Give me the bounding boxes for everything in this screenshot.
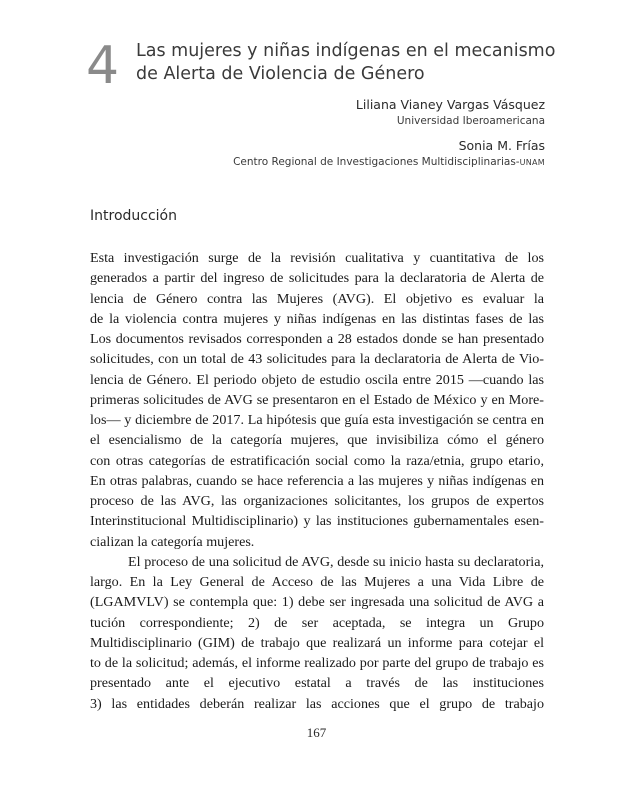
body-line: lencia de Género contra las Mujeres (AVG). El objetivo es evaluar la bbox=[90, 290, 544, 307]
body-line: Esta investigación surge de la revisión cualitativa y cuantitativa de los bbox=[90, 250, 544, 266]
body-line: to de la solicitud; además, el informe realizado por parte del grupo de trabajo es bbox=[90, 655, 544, 671]
body-line: con otras categorías de estratificación social como la raza/etnia, grupo etario, bbox=[90, 452, 544, 469]
chapter-title bbox=[136, 40, 556, 86]
body-line: presentado ante el ejecutivo estatal a través de las instituciones bbox=[90, 675, 544, 692]
body-line: solicitudes, con un total de 43 solicitudes para la declaratoria de Alerta de Vio- bbox=[90, 351, 544, 368]
author-name: Sonia M. Frías bbox=[458, 138, 545, 153]
chapter-title-line-2: de Alerta de Violencia de Género bbox=[136, 64, 425, 84]
body-line: tución correspondiente; 2) de ser aceptada, se integra un Grupo bbox=[90, 614, 544, 631]
chapter-number: 4 bbox=[86, 36, 120, 96]
author-affiliation: Centro Regional de Investigaciones Multidisciplinarias-UNAM bbox=[233, 156, 545, 168]
body-line: 3) las entidades deberán realizar las acciones que el grupo de trabajo bbox=[90, 695, 544, 712]
body-line: largo. En la Ley General de Acceso de las Mujeres a una Vida Libre de bbox=[90, 574, 544, 590]
body-text bbox=[90, 248, 544, 714]
body-line: Los documentos revisados corresponden a 28 estados donde se han presentado bbox=[90, 331, 544, 347]
author-block-2 bbox=[233, 138, 545, 168]
page-number: 167 bbox=[306, 725, 327, 740]
body-line: En otras palabras, cuando se hace referencia a las mujeres y niñas indígenas en bbox=[90, 472, 544, 489]
body-line: cializan la categoría mujeres. bbox=[90, 533, 255, 550]
body-line: primeras solicitudes de AVG se presentaron en el Estado de México y en More- bbox=[90, 391, 544, 408]
chapter-title-line-1: Las mujeres y niñas indígenas en el mecanismo bbox=[136, 41, 556, 61]
author-block-1 bbox=[356, 97, 545, 127]
section-heading: Introducción bbox=[90, 208, 177, 224]
author-affiliation: Universidad Iberoamericana bbox=[396, 115, 545, 127]
body-line: los— y diciembre de 2017. La hipótesis que guía esta investigación se centra en bbox=[90, 412, 544, 428]
body-line: el esencialismo de la categoría mujeres, que invisibiliza cómo el género bbox=[90, 432, 544, 449]
author-name: Liliana Vianey Vargas Vásquez bbox=[355, 97, 545, 112]
body-line: El proceso de una solicitud de AVG, desde su inicio hasta su declaratoria, bbox=[128, 553, 544, 570]
body-line: Interinstitucional Multidisciplinario) y las instituciones gubernamentales esen- bbox=[90, 513, 544, 530]
body-line: de la violencia contra mujeres y niñas indígenas en las distintas fases de las bbox=[90, 310, 544, 327]
body-line: generados a partir del ingreso de solicitudes para la declaratoria de Alerta de bbox=[90, 270, 544, 287]
body-line: lencia de Género. El periodo objeto de estudio oscila entre 2015 —cuando las bbox=[90, 371, 544, 388]
body-line: (LGAMVLV) se contempla que: 1) debe ser ingresada una solicitud de AVG a bbox=[90, 594, 544, 611]
body-line: proceso de las AVG, las organizaciones solicitantes, los grupos de expertos bbox=[90, 493, 544, 509]
body-line: Multidisciplinario (GIM) de trabajo que realizará un informe para cotejar el bbox=[90, 634, 544, 651]
